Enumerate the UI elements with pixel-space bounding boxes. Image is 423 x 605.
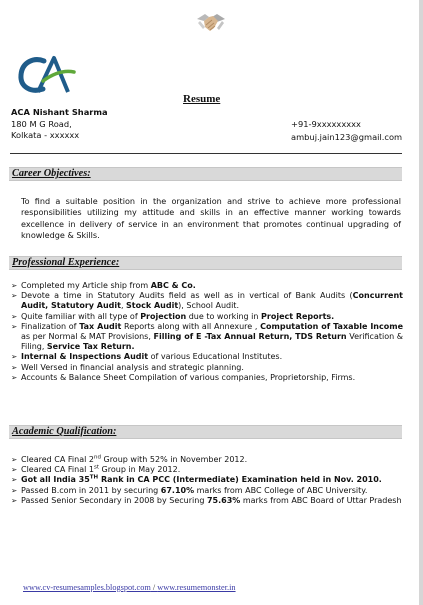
section-header-academic (9, 425, 402, 439)
section-header-experience (9, 256, 402, 270)
list-item: ➢ Cleared CA Final 1st Group in May 2012. (11, 465, 403, 475)
section-header-career (9, 167, 402, 181)
header-divider (10, 153, 402, 154)
contact-block-right (291, 118, 402, 143)
address-line-2: Kolkata - xxxxxx (11, 130, 80, 140)
list-item: ➢ Internal & Inspections Audit of various Educational Institutes. (11, 352, 403, 362)
list-item: ➢ Cleared CA Final 2nd Group with 52% in November 2012. (11, 455, 403, 465)
list-item: ➢ Completed my Article ship from ABC & Co. (11, 281, 403, 291)
academic-list (11, 455, 403, 506)
list-item: ➢ Devote a time in Statutory Audits field as well as in vertical of Bank Audits (Concurrent Audit, Statutory Audit, Stock Audit), School Audit. (11, 291, 403, 311)
footer-separator: / (150, 583, 158, 592)
footer-links (23, 583, 236, 592)
resume-title: Resume (183, 93, 221, 105)
candidate-name: ACA Nishant Sharma (11, 107, 108, 117)
section-title-experience: Professional Experience: (12, 257, 120, 268)
career-objective-text: To find a suitable position in the organization and strive to achieve more professional responsibilities utilizing my attitude and skills in an effective manner working towards excellence in delivery of service in an environment that promotes continual upgrading of knowledge & Skills. (21, 196, 401, 241)
ca-logo (16, 54, 76, 96)
list-item: ➢ Passed B.com in 2011 by securing 67.10% marks from ABC College of ABC University. (11, 486, 403, 496)
list-item: ➢ Quite familiar with all type of Projection due to working in Project Reports. (11, 312, 403, 322)
list-item: ➢ Finalization of Tax Audit Reports along with all Annexure , Computation of Taxable Income as per Normal & MAT Provisions, Filling of E -Tax Annual Return, TDS Return Verification & Filing, Service Tax Return. (11, 322, 403, 353)
footer-link-2[interactable]: www.resumemonster.in (157, 583, 236, 592)
contact-block-left (11, 107, 108, 142)
footer-link-1[interactable]: www.cv-resumesamples.blogspot.com (23, 583, 151, 592)
list-item: ➢ Passed Senior Secondary in 2008 by Securing 75.63% marks from ABC Board of Uttar Pradesh (11, 496, 403, 506)
section-title-career: Career Objectives: (12, 168, 91, 179)
list-item: ➢ Well Versed in financial analysis and strategic planning. (11, 363, 403, 373)
email-address[interactable]: ambuj.jain123@gmail.com (291, 131, 403, 142)
phone-number: +91-9xxxxxxxxx (291, 119, 361, 129)
address-line-1: 180 M G Road, (11, 118, 72, 129)
list-item: ➢ Accounts & Balance Sheet Compilation of various companies, Proprietorship, Firms. (11, 373, 403, 383)
section-title-academic: Academic Qualification: (12, 426, 117, 437)
list-item: ➢ Got all India 35TH Rank in CA PCC (Intermediate) Examination held in Nov. 2010. (11, 475, 403, 485)
handshake-icon (196, 10, 226, 36)
experience-list (11, 281, 403, 383)
